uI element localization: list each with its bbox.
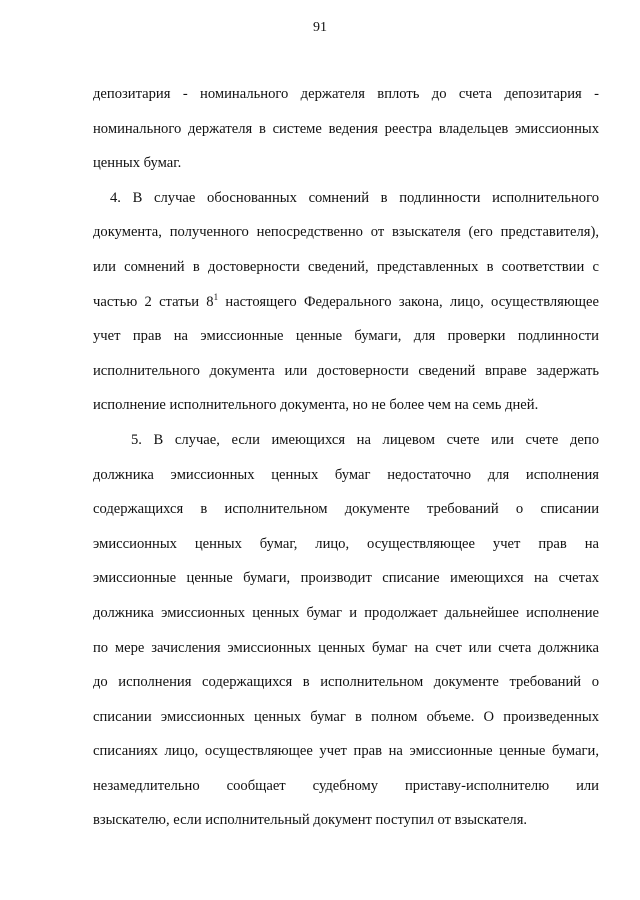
text-line: 4. В случае обоснованных сомнений в подлинности исполнительного	[110, 189, 599, 206]
paragraph-continuation	[93, 77, 599, 181]
page-number: 91	[313, 20, 327, 35]
text-line: списании эмиссионных ценных бумаг в полном объеме. О произведенных	[93, 708, 599, 725]
text-line: незамедлительно сообщает судебному приставу-исполнителю или	[93, 777, 599, 794]
text-segment: частью 2 статьи 8	[93, 293, 214, 310]
text-line: должника эмиссионных ценных бумаг и продолжает дальнейшее исполнение	[93, 604, 599, 621]
paragraph-item-4	[93, 181, 599, 423]
text-line: содержащихся в исполнительном документе требований о списании	[93, 501, 599, 518]
document-body	[93, 77, 599, 838]
text-line: по мере зачисления эмиссионных ценных бумаг на счет или счета должника	[93, 639, 599, 656]
text-line: эмиссионные ценные бумаги, производит списание имеющихся на счетах	[93, 570, 599, 587]
text-line: номинального держателя в системе ведения реестра владельцев эмиссионных	[93, 120, 599, 137]
text-line-with-superscript	[93, 285, 599, 320]
superscript: 1	[213, 291, 219, 302]
text-line: эмиссионных ценных бумаг, лицо, осуществляющее учет прав на	[93, 535, 599, 552]
text-line: 5. В случае, если имеющихся на лицевом счете или счете депо	[131, 431, 599, 448]
text-line: учет прав на эмиссионные ценные бумаги, для проверки подлинности	[93, 328, 599, 345]
text-line: ценных бумаг.	[93, 155, 182, 172]
text-line: исполнительного документа или достоверности сведений вправе задержать	[93, 362, 599, 379]
text-line: должника эмиссионных ценных бумаг недостаточно для исполнения	[93, 466, 599, 483]
text-line: исполнение исполнительного документа, но не более чем на семь дней.	[93, 397, 539, 414]
text-line: депозитария - номинального держателя вплоть до счета депозитария -	[93, 86, 599, 102]
text-segment: настоящего Федерального закона, лицо, осуществляющее	[218, 293, 599, 310]
text-line: взыскателю, если исполнительный документ поступил от взыскателя.	[93, 812, 528, 829]
text-line: до исполнения содержащихся в исполнительном документе требований о	[93, 674, 599, 691]
paragraph-item-5	[93, 423, 599, 838]
text-line: списаниях лицо, осуществляющее учет прав на эмиссионные ценные бумаги,	[93, 743, 599, 760]
text-line: или сомнений в достоверности сведений, представленных в соответствии с	[93, 258, 599, 275]
text-line: документа, полученного непосредственно от взыскателя (его представителя),	[93, 224, 599, 241]
